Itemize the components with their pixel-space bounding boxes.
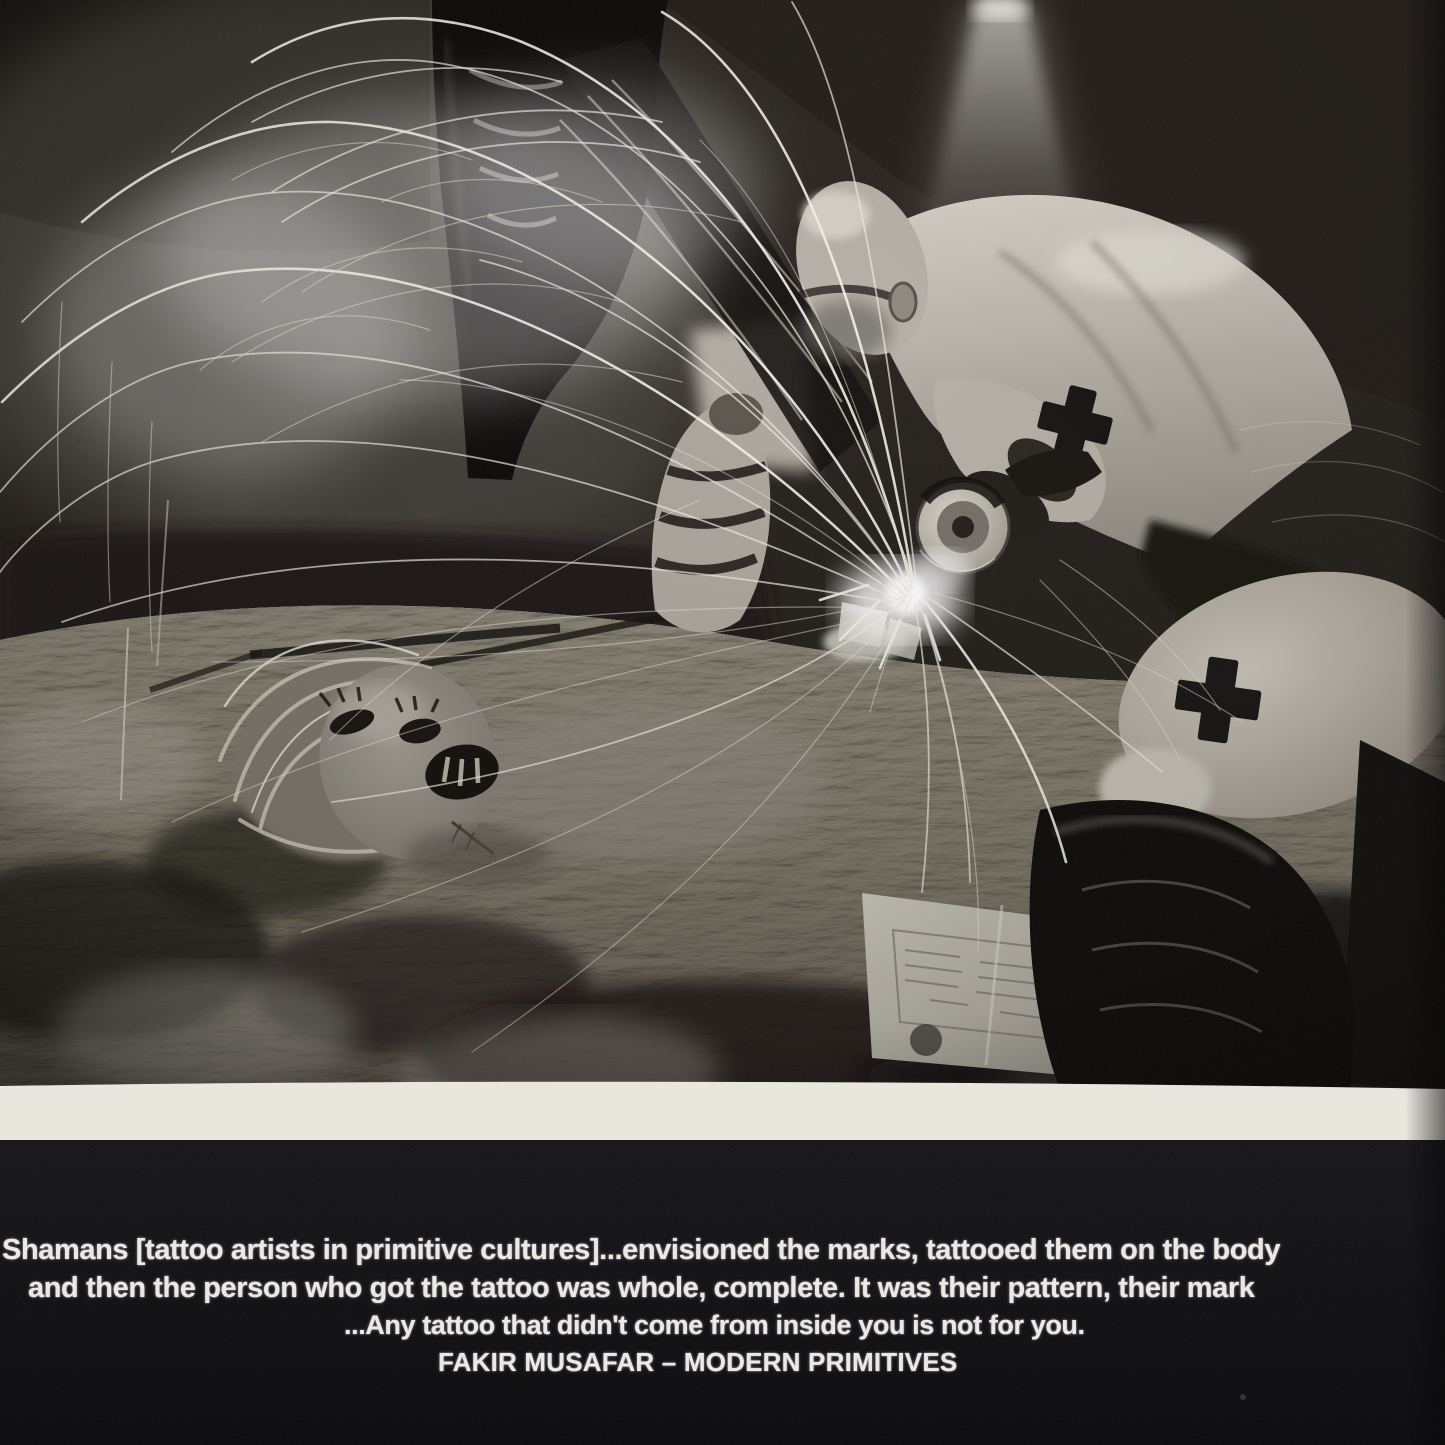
caption-line-1: Shamans [tattoo artists in primitive cultures]...envisioned the marks, tattooed them on the body <box>2 1234 1281 1266</box>
caption-line-2: and then the person who got the tattoo was whole, complete. It was their pattern, their mark <box>28 1272 1255 1304</box>
caption-line-3: ...Any tattoo that didn't come from inside you is not for you. <box>344 1310 1085 1340</box>
caption-attribution: FAKIR MUSAFAR – MODERN PRIMITIVES <box>438 1347 958 1377</box>
caption-panel <box>0 1146 1445 1445</box>
